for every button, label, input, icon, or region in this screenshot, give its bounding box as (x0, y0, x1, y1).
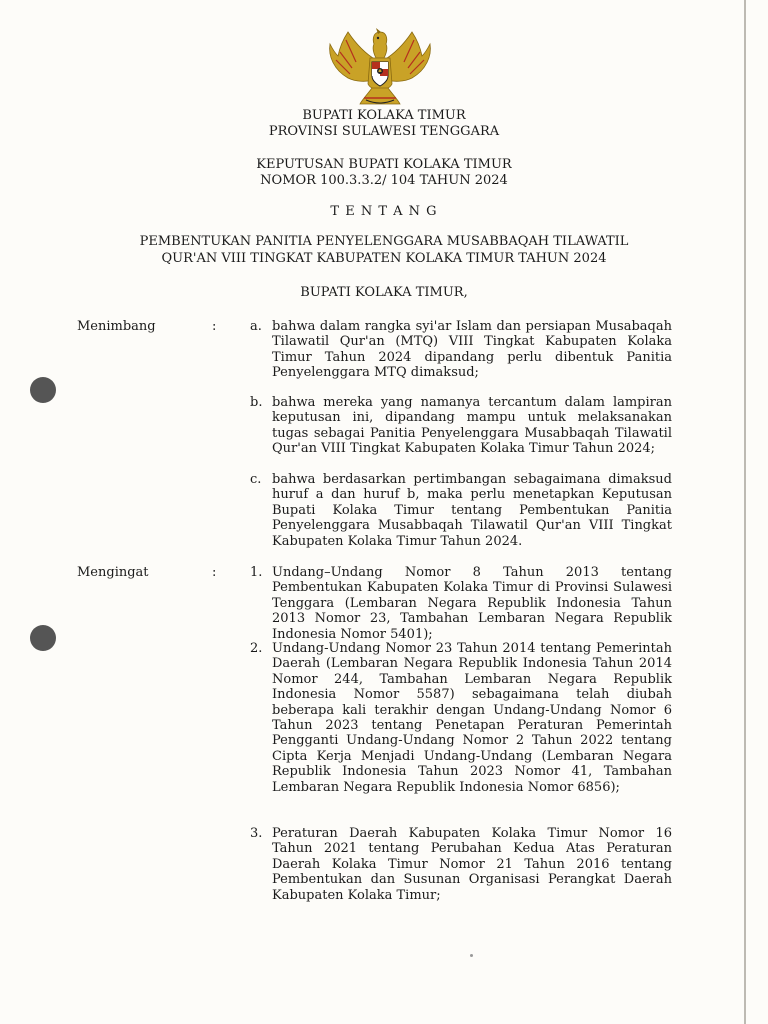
garuda-emblem-icon (326, 26, 434, 108)
item-marker: c. (250, 472, 262, 487)
item-marker: a. (250, 319, 262, 334)
subject-line2: QUR'AN VIII TINGKAT KABUPATEN KOLAKA TIMUR TAHUN 2024 (161, 251, 607, 266)
issuer-line: BUPATI KOLAKA TIMUR, (300, 285, 468, 300)
page-edge (744, 0, 746, 1024)
item-text: bahwa dalam rangka syi'ar Islam dan persiapan Musabaqah Tilawatil Qur'an (MTQ) VIII Tingkat Kabupaten Kolaka Timur Tahun 2024 dipandang perlu dibentuk Panitia Penyelenggara MTQ dimaksud; (272, 319, 672, 381)
item-text: bahwa berdasarkan pertimbangan sebagaimana dimaksud huruf a dan huruf b, maka perlu menetapkan Keputusan Bupati Kolaka Timur tentang Pembentukan Panitia Penyelenggara Musabbaqah Tilawatil Qur'an VIII Tingkat Kabupaten Kolaka Timur Tahun 2024. (272, 472, 672, 549)
punch-hole-top (30, 377, 56, 403)
mengingat-item-2 (250, 641, 672, 795)
subject-line1: PEMBENTUKAN PANITIA PENYELENGGARA MUSABBAQAH TILAWATIL (139, 234, 629, 249)
header-line2: PROVINSI SULAWESI TENGGARA (268, 124, 500, 139)
item-marker: 2. (250, 641, 263, 656)
item-marker: 3. (250, 826, 263, 841)
decree-number: NOMOR 100.3.3.2/ 104 TAHUN 2024 (260, 173, 508, 188)
menimbang-colon: : (212, 319, 217, 334)
decree-title: KEPUTUSAN BUPATI KOLAKA TIMUR (256, 157, 512, 172)
mengingat-item-1 (250, 565, 672, 642)
item-text: Undang–Undang Nomor 8 Tahun 2013 tentang Pembentukan Kabupaten Kolaka Timur di Provinsi Sulawesi Tenggara (Lembaran Negara Republik Indonesia Tahun 2013 Nomor 23, Tambahan Lembaran Negara Republik Indonesia Nomor 5401); (272, 565, 672, 642)
menimbang-label: Menimbang (77, 319, 156, 334)
item-text: bahwa mereka yang namanya tercantum dalam lampiran keputusan ini, dipandang mampu untuk melaksanakan tugas sebagai Panitia Penyelenggara Musabbaqah Tilawatil Qur'an VIII Tingkat Kabupaten Kolaka Timur Tahun 2024; (272, 395, 672, 457)
menimbang-item-a (250, 319, 672, 381)
punch-hole-bottom (30, 625, 56, 651)
item-text: Undang-Undang Nomor 23 Tahun 2014 tentang Pemerintah Daerah (Lembaran Negara Republik Indonesia Tahun 2014 Nomor 244, Tambahan Lembaran Negara Republik Indonesia Nomor 5587) sebagaimana telah diubah beberapa kali terakhir dengan Undang-Undang Nomor 6 Tahun 2023 tentang Penetapan Peraturan Pemerintah Pengganti Undang-Undang Nomor 2 Tahun 2022 tentang Cipta Kerja Menjadi Undang-Undang (Lembaran Negara Republik Indonesia Tahun 2023 Nomor 41, Tambahan Lembaran Negara Republik Indonesia Nomor 6856); (272, 641, 672, 795)
item-text: Peraturan Daerah Kabupaten Kolaka Timur Nomor 16 Tahun 2021 tentang Perubahan Kedua Atas Peraturan Daerah Kolaka Timur Nomor 21 Tahun 2016 tentang Pembentukan dan Susunan Organisasi Perangkat Daerah Kabupaten Kolaka Timur; (272, 826, 672, 903)
tentang-heading: T E N T A N G (330, 204, 438, 219)
mengingat-item-3 (250, 826, 672, 903)
menimbang-item-b (250, 395, 672, 457)
scan-speck (470, 954, 473, 957)
header-line1: BUPATI KOLAKA TIMUR (302, 108, 466, 123)
item-marker: b. (250, 395, 263, 410)
mengingat-colon: : (212, 565, 217, 580)
mengingat-label: Mengingat (77, 565, 149, 580)
item-marker: 1. (250, 565, 263, 580)
menimbang-item-c (250, 472, 672, 549)
